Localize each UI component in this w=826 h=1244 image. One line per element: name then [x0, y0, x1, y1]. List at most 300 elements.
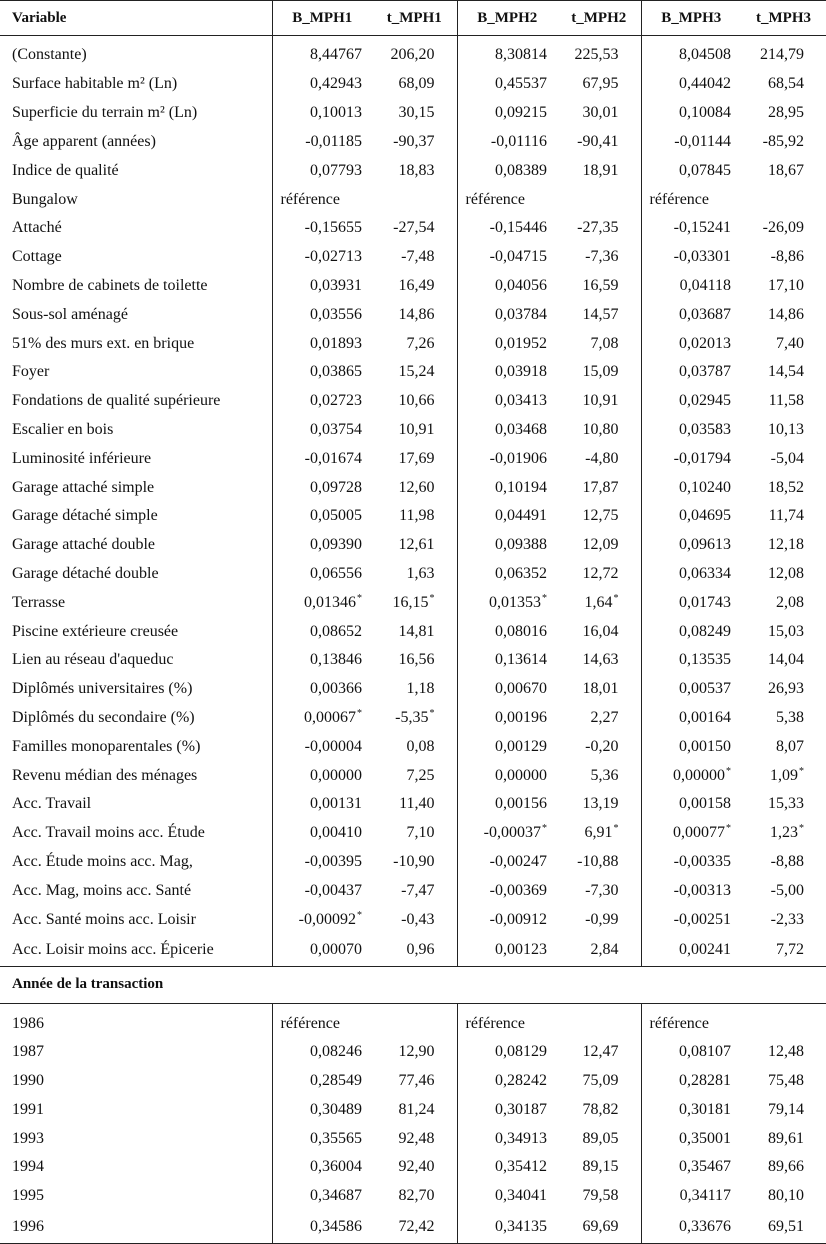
table-row: [0, 329, 826, 358]
table-row: [0, 1067, 826, 1096]
t-value-cell: [372, 876, 457, 905]
coefficient-cell: [641, 876, 741, 905]
t-value-cell: [741, 819, 826, 848]
t-value-cell: [372, 243, 457, 272]
cell-value: 14,54: [768, 363, 804, 381]
cell-value: 0,08246: [310, 1043, 362, 1061]
t-value-cell: [372, 1211, 457, 1244]
t-value-cell: [372, 934, 457, 967]
cell-value: 0,03583: [679, 420, 731, 438]
t-value-cell: [372, 272, 457, 301]
t-value-cell: [372, 704, 457, 733]
t-value-cell: [372, 70, 457, 99]
coefficient-cell: [457, 531, 557, 560]
coefficient-cell: [272, 1038, 372, 1067]
cell-value: 1,09: [770, 766, 798, 784]
header-t-mph2: t_MPH2: [557, 1, 641, 36]
coefficient-cell: [457, 819, 557, 848]
cell-value: 14,86: [768, 305, 804, 323]
cell-value: 14,57: [582, 305, 619, 323]
t-value-cell: [741, 502, 826, 531]
cell-value: 206,20: [390, 46, 435, 63]
t-value-cell: [372, 588, 457, 617]
coefficient-cell: [272, 934, 372, 967]
cell-value: -0,00247: [489, 852, 547, 870]
t-value-cell: [557, 531, 641, 560]
cell-value: -5,04: [770, 449, 804, 467]
coefficient-cell: [457, 1211, 557, 1244]
cell-value: 0,03413: [495, 392, 547, 410]
t-value-cell: [557, 387, 641, 416]
coefficient-cell: [457, 329, 557, 358]
cell-value: 0,06556: [310, 564, 362, 582]
t-value-cell: [372, 416, 457, 445]
t-value-cell: [557, 300, 641, 329]
cell-value: 0,00150: [679, 737, 731, 755]
table-row: [0, 185, 826, 214]
t-value-cell: [557, 588, 641, 617]
cell-value: 0,08249: [679, 622, 731, 640]
cell-value: 0,28549: [310, 1072, 362, 1090]
significance-marker: *: [613, 823, 619, 835]
table-row: [0, 675, 826, 704]
coefficient-cell: [457, 790, 557, 819]
cell-value: 0,00131: [310, 795, 362, 813]
cell-value: 0,03754: [310, 420, 362, 438]
row-label: Cottage: [12, 248, 62, 266]
cell-value: -0,20: [585, 737, 619, 755]
table-row: [0, 848, 826, 877]
t-value-cell: [372, 732, 457, 761]
t-value-cell: [741, 531, 826, 560]
t-value-cell: [741, 272, 826, 301]
coefficient-cell: [641, 1124, 741, 1153]
cell-value: -0,99: [585, 910, 619, 928]
cell-value: 0,00000: [310, 766, 362, 784]
cell-value: -7,47: [401, 881, 435, 899]
cell-value: -90,37: [393, 132, 435, 150]
t-value-cell: [372, 1124, 457, 1153]
t-value-cell: [557, 329, 641, 358]
t-value-cell: [741, 128, 826, 157]
cell-value: 8,44767: [310, 46, 362, 63]
cell-value: 16,59: [582, 276, 619, 294]
cell-value: 17,87: [582, 478, 619, 496]
cell-value: -0,15446: [489, 219, 547, 237]
cell-value: 15,09: [582, 363, 619, 381]
table-row: [0, 300, 826, 329]
significance-marker: *: [542, 823, 547, 835]
t-value-cell: [741, 444, 826, 473]
coefficient-cell: [272, 531, 372, 560]
cell-value: 0,08016: [495, 622, 547, 640]
cell-value: 12,08: [768, 564, 804, 582]
t-value-cell: [557, 732, 641, 761]
cell-value: 0,00077: [673, 824, 725, 842]
coefficient-cell: [641, 646, 741, 675]
cell-value: 0,42943: [310, 75, 362, 93]
header-t-mph3: t_MPH3: [741, 1, 826, 36]
cell-value: 69,69: [582, 1217, 619, 1235]
row-label: Garage détaché simple: [12, 507, 158, 525]
cell-value: -0,00092: [298, 910, 356, 928]
cell-value: 0,00366: [310, 680, 362, 698]
cell-value: 30,01: [582, 104, 619, 122]
t-value-cell: [372, 473, 457, 502]
coefficient-cell: [641, 473, 741, 502]
coefficient-cell: [641, 99, 741, 128]
t-value-cell: [372, 1182, 457, 1211]
t-value-cell: [557, 99, 641, 128]
cell-value: -8,86: [770, 248, 804, 266]
coefficient-cell: [641, 819, 741, 848]
cell-value: 17,69: [398, 449, 435, 467]
coefficient-cell: [641, 300, 741, 329]
cell-value: 89,15: [582, 1158, 619, 1176]
table-row: [0, 617, 826, 646]
cell-value: 0,00158: [679, 795, 731, 813]
cell-value: 0,35001: [679, 1129, 731, 1147]
significance-marker: *: [726, 823, 731, 835]
cell-value: 0,00164: [679, 708, 731, 726]
table-row: [0, 1124, 826, 1153]
cell-value: 0,00241: [679, 940, 731, 958]
cell-value: 0,01346: [304, 593, 356, 611]
cell-value: -27,54: [393, 219, 435, 237]
coefficient-cell: [272, 1153, 372, 1182]
coefficient-cell: [641, 358, 741, 387]
coefficient-cell: [272, 156, 372, 185]
coefficient-cell: [641, 387, 741, 416]
cell-value: 15,33: [768, 795, 804, 813]
coefficient-cell: [457, 588, 557, 617]
cell-value: -0,00004: [304, 737, 362, 755]
cell-value: 7,26: [406, 334, 435, 352]
coefficient-cell: [272, 560, 372, 589]
row-label: Acc. Étude moins acc. Mag,: [12, 852, 193, 870]
t-value-cell: [741, 1038, 826, 1067]
significance-marker: *: [429, 707, 435, 719]
coefficient-cell: [457, 70, 557, 99]
row-label: Âge apparent (années): [12, 132, 156, 150]
cell-value: 18,01: [582, 680, 619, 698]
significance-marker: *: [799, 823, 804, 835]
t-value-cell: [557, 416, 641, 445]
coefficient-cell: [641, 272, 741, 301]
row-label: 1987: [12, 1043, 44, 1061]
cell-value: 67,95: [582, 75, 619, 93]
t-value-cell: [557, 819, 641, 848]
t-value-cell: [557, 1067, 641, 1096]
reference-cell: référence: [272, 185, 457, 214]
row-label: Escalier en bois: [12, 420, 114, 438]
cell-value: -10,88: [577, 852, 619, 870]
cell-value: 214,79: [760, 46, 804, 63]
t-value-cell: [372, 36, 457, 71]
t-value-cell: [557, 617, 641, 646]
cell-value: 0,02723: [310, 392, 362, 410]
t-value-cell: [557, 790, 641, 819]
cell-value: 5,36: [590, 766, 619, 784]
row-label: Acc. Santé moins acc. Loisir: [12, 910, 196, 928]
row-label: Surface habitable m² (Ln): [12, 75, 178, 93]
table-row: [0, 732, 826, 761]
cell-value: 15,03: [768, 622, 804, 640]
cell-value: 0,08652: [310, 622, 362, 640]
row-label: Luminosité inférieure: [12, 449, 152, 467]
coefficient-cell: [641, 560, 741, 589]
cell-value: 0,03687: [679, 305, 731, 323]
cell-value: -7,30: [585, 881, 619, 899]
t-value-cell: [557, 358, 641, 387]
row-label: Garage attaché double: [12, 536, 156, 554]
cell-value: 30,15: [398, 104, 435, 122]
table-row: [0, 1153, 826, 1182]
coefficient-cell: [641, 156, 741, 185]
coefficient-cell: [457, 1124, 557, 1153]
table-row: [0, 416, 826, 445]
t-value-cell: [741, 588, 826, 617]
cell-value: 12,90: [398, 1043, 435, 1061]
header-row: [0, 1, 826, 36]
significance-marker: *: [357, 909, 362, 921]
t-value-cell: [557, 934, 641, 967]
cell-value: 7,40: [776, 334, 804, 352]
cell-value: 10,80: [582, 420, 619, 438]
t-value-cell: [557, 905, 641, 934]
cell-value: 0,07845: [679, 161, 731, 179]
t-value-cell: [741, 560, 826, 589]
cell-value: 8,07: [776, 737, 804, 755]
row-label: Acc. Mag, moins acc. Santé: [12, 881, 192, 899]
t-value-cell: [372, 1067, 457, 1096]
cell-value: 82,70: [398, 1187, 435, 1205]
t-value-cell: [557, 761, 641, 790]
cell-value: 81,24: [398, 1100, 435, 1118]
table-row: [0, 819, 826, 848]
cell-value: 0,00537: [679, 680, 731, 698]
significance-marker: *: [542, 592, 547, 604]
cell-value: 0,34117: [679, 1187, 731, 1205]
cell-value: 0,03918: [495, 363, 547, 381]
cell-value: 0,01353: [489, 593, 541, 611]
table-row: [0, 473, 826, 502]
coefficient-cell: [641, 1211, 741, 1244]
cell-value: 0,08107: [679, 1043, 731, 1061]
t-value-cell: [372, 99, 457, 128]
table-row: [0, 387, 826, 416]
cell-value: 14,81: [398, 622, 435, 640]
significance-marker: *: [357, 707, 362, 719]
cell-value: 0,00196: [495, 708, 547, 726]
significance-marker: *: [726, 765, 731, 777]
cell-value: 0,30489: [310, 1100, 362, 1118]
coefficient-cell: [641, 416, 741, 445]
coefficient-cell: [457, 156, 557, 185]
coefficient-cell: [457, 387, 557, 416]
row-label: 1993: [12, 1129, 44, 1147]
cell-value: 2,84: [590, 940, 619, 958]
coefficient-cell: [272, 1124, 372, 1153]
coefficient-cell: [641, 675, 741, 704]
cell-value: 89,61: [768, 1129, 804, 1147]
cell-value: 0,09613: [679, 536, 731, 554]
coefficient-cell: [641, 36, 741, 71]
coefficient-cell: [272, 1182, 372, 1211]
t-value-cell: [741, 1211, 826, 1244]
t-value-cell: [741, 646, 826, 675]
cell-value: -26,09: [762, 219, 804, 237]
coefficient-cell: [272, 70, 372, 99]
coefficient-cell: [272, 848, 372, 877]
cell-value: 0,03865: [310, 363, 362, 381]
coefficient-cell: [272, 300, 372, 329]
cell-value: 8,30814: [495, 46, 547, 63]
row-label: 1994: [12, 1158, 44, 1176]
t-value-cell: [557, 272, 641, 301]
table-row: [0, 156, 826, 185]
coefficient-cell: [641, 1067, 741, 1096]
cell-value: 18,91: [582, 161, 619, 179]
row-label: Acc. Travail moins acc. Étude: [12, 824, 205, 842]
coefficient-cell: [272, 617, 372, 646]
cell-value: 0,04491: [495, 507, 547, 525]
coefficient-cell: [457, 243, 557, 272]
cell-value: 0,44042: [679, 75, 731, 93]
coefficient-cell: [457, 358, 557, 387]
coefficient-cell: [272, 761, 372, 790]
t-value-cell: [741, 790, 826, 819]
t-value-cell: [741, 300, 826, 329]
coefficient-cell: [457, 704, 557, 733]
t-value-cell: [557, 704, 641, 733]
t-value-cell: [372, 531, 457, 560]
table-row: [0, 502, 826, 531]
t-value-cell: [372, 675, 457, 704]
row-label: 1995: [12, 1187, 44, 1205]
cell-value: 0,30187: [495, 1100, 547, 1118]
cell-value: 11,58: [768, 392, 804, 410]
t-value-cell: [741, 36, 826, 71]
table-row: [0, 243, 826, 272]
cell-value: -2,33: [770, 910, 804, 928]
cell-value: 78,82: [582, 1100, 619, 1118]
cell-value: 0,10084: [679, 104, 731, 122]
coefficient-cell: [641, 444, 741, 473]
cell-value: 12,18: [768, 536, 804, 554]
coefficient-cell: [641, 502, 741, 531]
row-label: Diplômés du secondaire (%): [12, 708, 195, 726]
cell-value: -0,01906: [489, 449, 547, 467]
t-value-cell: [557, 214, 641, 243]
cell-value: 75,09: [582, 1072, 619, 1090]
table-row: [0, 934, 826, 967]
cell-value: 0,36004: [310, 1158, 362, 1176]
cell-value: 0,04056: [495, 276, 547, 294]
cell-value: 0,96: [406, 940, 435, 958]
row-label: Bungalow: [12, 190, 78, 208]
table-row: [0, 70, 826, 99]
coefficient-cell: [641, 790, 741, 819]
t-value-cell: [557, 1038, 641, 1067]
significance-marker: *: [613, 592, 619, 604]
cell-value: -0,00912: [489, 910, 547, 928]
cell-value: -0,01674: [304, 449, 362, 467]
table-row: [0, 1182, 826, 1211]
table-row: [0, 761, 826, 790]
cell-value: 0,34913: [495, 1129, 547, 1147]
row-label: Fondations de qualité supérieure: [12, 392, 221, 410]
coefficient-cell: [272, 387, 372, 416]
section-title: Année de la transaction: [0, 966, 826, 1003]
t-value-cell: [741, 99, 826, 128]
cell-value: 14,86: [398, 305, 435, 323]
table-row: [0, 1211, 826, 1244]
row-label: Familles monoparentales (%): [12, 737, 201, 755]
t-value-cell: [557, 646, 641, 675]
table-row: [0, 36, 826, 71]
cell-value: -0,00437: [304, 881, 362, 899]
cell-value: 0,07793: [310, 161, 362, 179]
coefficient-cell: [641, 905, 741, 934]
t-value-cell: [557, 473, 641, 502]
cell-value: 26,93: [768, 680, 804, 698]
cell-value: 10,13: [768, 420, 804, 438]
cell-value: -0,01144: [674, 132, 731, 150]
cell-value: 2,27: [590, 708, 619, 726]
row-label: Diplômés universitaires (%): [12, 680, 193, 698]
significance-marker: *: [799, 765, 804, 777]
cell-value: 0,09728: [310, 478, 362, 496]
cell-value: 0,30181: [679, 1100, 731, 1118]
cell-value: 0,45537: [495, 75, 547, 93]
t-value-cell: [741, 905, 826, 934]
coefficient-cell: [641, 531, 741, 560]
cell-value: -0,01116: [490, 132, 547, 150]
t-value-cell: [557, 502, 641, 531]
t-value-cell: [557, 1096, 641, 1125]
coefficient-cell: [272, 646, 372, 675]
cell-value: 2,08: [776, 593, 804, 611]
cell-value: 16,04: [582, 622, 619, 640]
cell-value: 11,40: [399, 795, 435, 813]
cell-value: -0,01185: [305, 132, 362, 150]
t-value-cell: [557, 128, 641, 157]
row-label: Garage détaché double: [12, 564, 159, 582]
t-value-cell: [741, 1067, 826, 1096]
cell-value: 16,15: [392, 593, 429, 611]
t-value-cell: [741, 358, 826, 387]
coefficient-cell: [457, 646, 557, 675]
coefficient-cell: [641, 761, 741, 790]
cell-value: 89,66: [768, 1158, 804, 1176]
cell-value: 11,98: [399, 507, 435, 525]
cell-value: -7,36: [585, 248, 619, 266]
t-value-cell: [557, 848, 641, 877]
table-row: [0, 876, 826, 905]
cell-value: -0,02713: [304, 248, 362, 266]
reference-cell: référence: [457, 185, 641, 214]
cell-value: -4,80: [585, 449, 619, 467]
cell-value: 10,91: [582, 392, 619, 410]
table-row: [0, 1003, 826, 1038]
table-row: [0, 444, 826, 473]
cell-value: -7,48: [401, 248, 435, 266]
row-label: Revenu médian des ménages: [12, 766, 198, 784]
cell-value: 0,09388: [495, 536, 547, 554]
coefficient-cell: [457, 1153, 557, 1182]
t-value-cell: [741, 387, 826, 416]
